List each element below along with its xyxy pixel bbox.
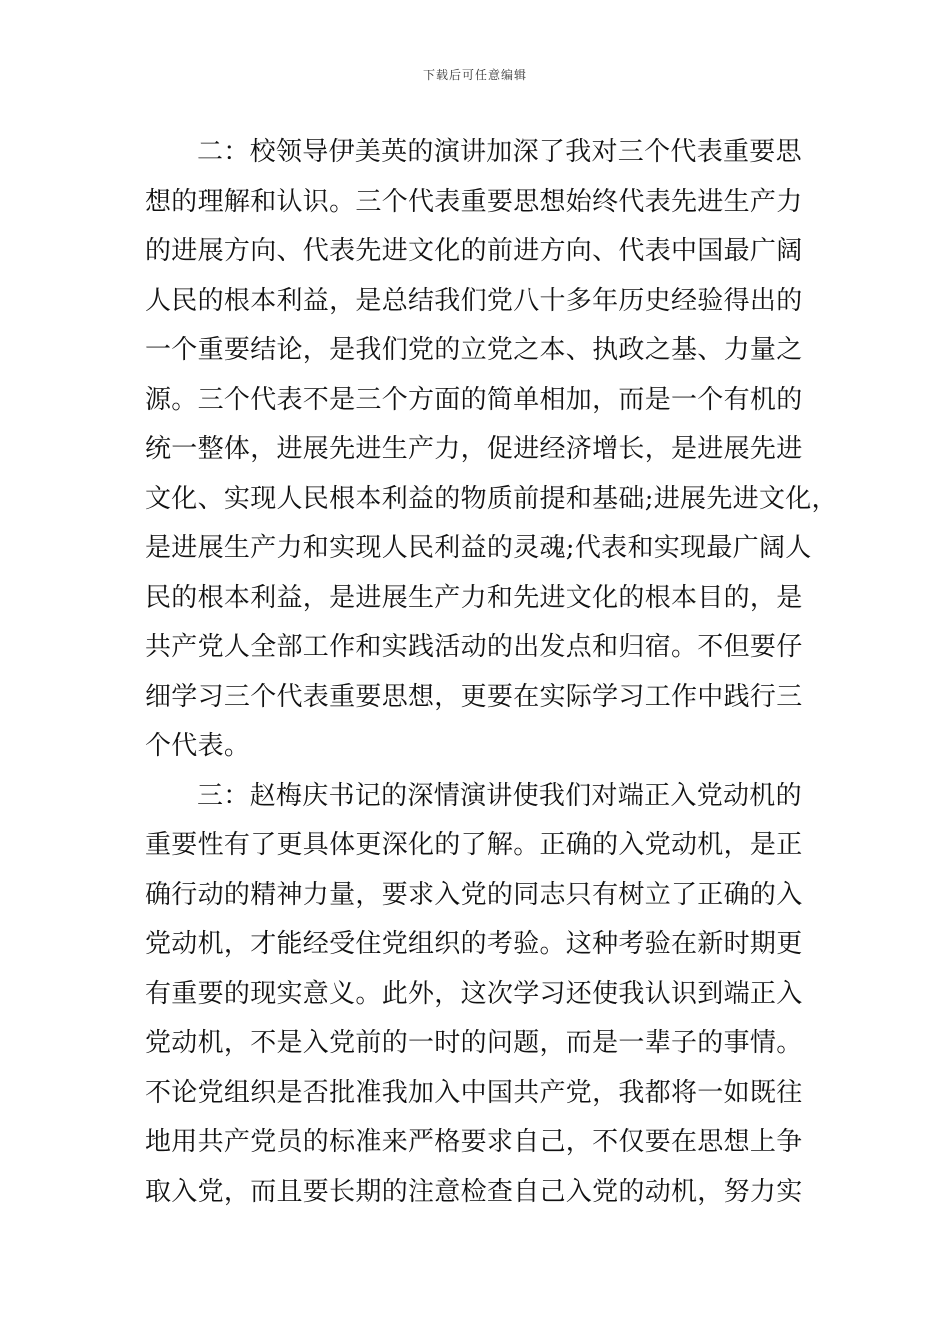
text-line: 党动机，才能经受住党组织的考验。这种考验在新时期更 bbox=[145, 929, 803, 959]
text-line: 党动机，不是入党前的一时的问题，而是一辈子的事情。 bbox=[145, 1028, 803, 1058]
text-line: 二：校领导伊美英的演讲加深了我对三个代表重要思 bbox=[197, 137, 802, 167]
text-line: 确行动的精神力量，要求入党的同志只有树立了正确的入 bbox=[145, 879, 803, 910]
text-line: 源。三个代表不是三个方面的简单相加，而是一个有机的 bbox=[145, 384, 803, 415]
text-line: 人民的根本利益，是总结我们党八十多年历史经验得出的 bbox=[145, 285, 803, 316]
text-line: 统一整体，进展先进生产力，促进经济增长，是进展先进 bbox=[145, 434, 803, 464]
paragraph-3 bbox=[145, 772, 807, 1218]
text-line: 共产党人全部工作和实践活动的出发点和归宿。不但要仔 bbox=[145, 632, 803, 662]
text-line: 的进展方向、代表先进文化的前进方向、代表中国最广阔 bbox=[145, 236, 803, 266]
text-line: 不论党组织是否批准我加入中国共产党，我都将一如既往 bbox=[145, 1077, 803, 1108]
text-line: 民的根本利益，是进展生产力和先进文化的根本目的，是 bbox=[145, 582, 803, 613]
text-line: 地用共产党员的标准来严格要求自己，不仅要在思想上争 bbox=[145, 1127, 803, 1157]
text-line: 三：赵梅庆书记的深情演讲使我们对端正入党动机的 bbox=[197, 780, 802, 811]
text-line: 想的理解和认识。三个代表重要思想始终代表先进生产力 bbox=[145, 186, 803, 217]
text-line: 文化、实现人民根本利益的物质前提和基础;进展先进文化， bbox=[145, 483, 838, 514]
text-line: 一个重要结论，是我们党的立党之本、执政之基、力量之 bbox=[145, 335, 803, 365]
document-body bbox=[145, 128, 838, 1217]
text-line: 细学习三个代表重要思想，更要在实际学习工作中践行三 bbox=[145, 681, 803, 712]
text-line: 是进展生产力和实现人民利益的灵魂;代表和实现最广阔人 bbox=[145, 533, 812, 563]
text-line: 个代表。 bbox=[145, 731, 251, 761]
header-note: 下载后可任意编辑 bbox=[422, 68, 527, 82]
text-line: 取入党，而且要长期的注意检查自己入党的动机，努力实 bbox=[145, 1176, 803, 1207]
text-line: 有重要的现实意义。此外，这次学习还使我认识到端正入 bbox=[145, 978, 803, 1009]
text-line: 重要性有了更具体更深化的了解。正确的入党动机，是正 bbox=[145, 830, 803, 860]
paragraph-2 bbox=[145, 128, 838, 772]
